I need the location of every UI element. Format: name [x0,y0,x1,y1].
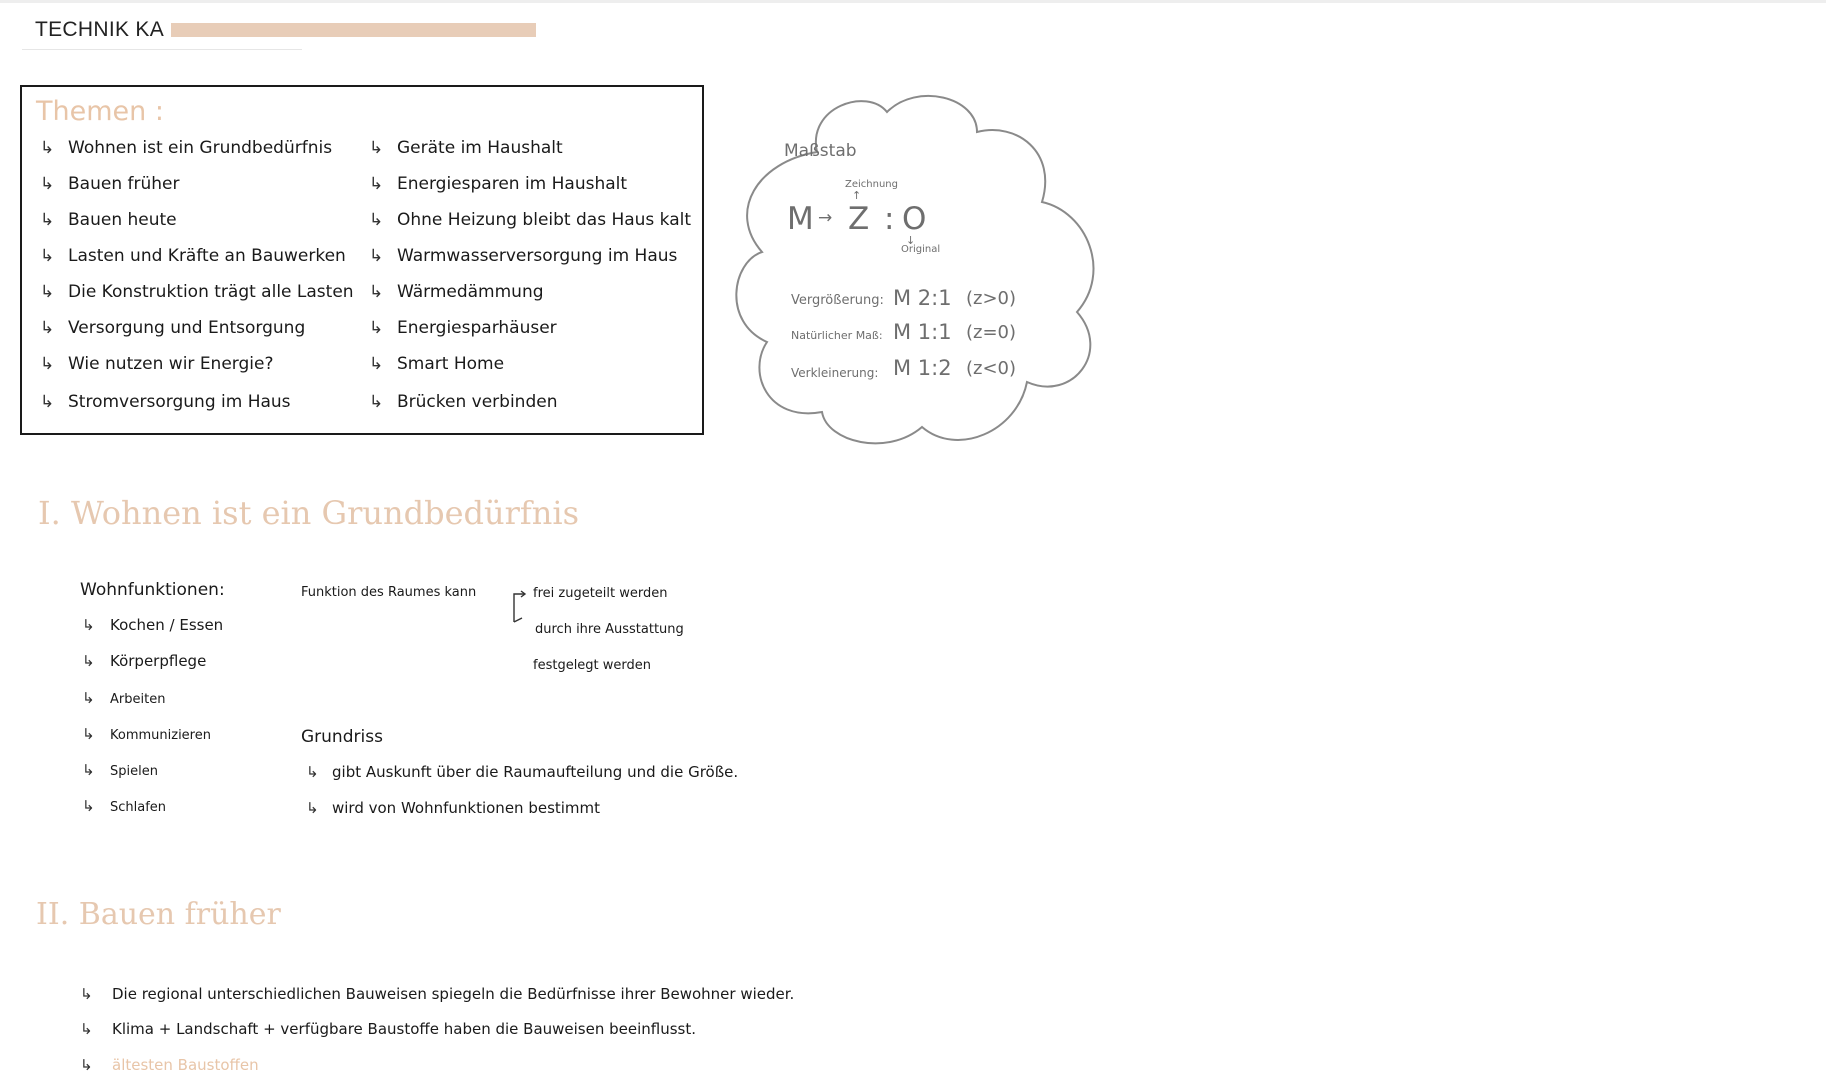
arrow-icon: ↳ [369,174,384,194]
function-item: ↳ Kochen / Essen [82,616,224,634]
themes-heading: Themen : [36,96,164,127]
section-1-title: I. Wohnen ist ein Grundbedürfnis [38,494,580,532]
scale-row-condition: (z<0) [966,358,1017,379]
topic-item: ↳ Bauen früher [40,174,180,194]
scale-title: Maßstab [784,141,857,161]
topic-item: ↳ Energiesparen im Haushalt [369,174,628,194]
topic-item: ↳ Stromversorgung im Haus [40,392,291,412]
scale-row-condition: (z=0) [966,322,1017,343]
arrow-icon: ↳ [369,246,384,266]
formula-z: Z [848,201,870,237]
topic-item: ↳ Wohnen ist ein Grundbedürfnis [40,138,333,158]
scale-row-condition: (z>0) [966,288,1017,309]
section-2-point: ↳ Klima + Landschaft + verfügbare Baustoffe haben die Bauweisen beeinflusst. [80,1020,697,1038]
room-function-text: Funktion des Raumes kann [301,585,477,600]
arrow-icon: ↳ [40,138,55,158]
formula-colon: : [884,201,895,237]
arrow-icon: ↳ [82,761,95,779]
scale-row-ratio: M 1:1 [893,320,952,344]
function-item: ↳ Schlafen [82,797,167,815]
grundriss-point: ↳ wird von Wohnfunktionen bestimmt [306,799,601,817]
grundriss-point: ↳ gibt Auskunft über die Raumaufteilung und die Größe. [306,763,739,781]
arrow-icon: ↳ [369,138,384,158]
function-item: ↳ Kommunizieren [82,725,211,743]
arrow-icon: ↳ [80,1020,93,1038]
topic-item: ↳ Geräte im Haushalt [369,138,563,158]
arrow-right-icon: → [818,208,833,228]
label-zeichnung: Zeichnung [845,179,898,190]
section-2-title: II. Bauen früher [36,897,281,932]
room-option: frei zugeteilt werden [533,586,668,601]
arrow-icon: ↳ [40,246,55,266]
scale-row-ratio: M 2:1 [893,286,952,310]
arrow-icon: ↳ [82,725,95,743]
arrow-icon: ↳ [80,985,93,1003]
branch-arrow-icon [510,588,528,624]
topic-item: ↳ Ohne Heizung bleibt das Haus kalt [369,210,692,230]
arrow-icon: ↳ [40,210,55,230]
room-option: festgelegt werden [533,658,652,673]
topic-item: ↳ Energiesparhäuser [369,318,557,338]
title-highlight-bar [171,23,536,37]
arrow-icon: ↳ [369,354,384,374]
scale-row-ratio: M 1:2 [893,356,952,380]
topic-item: ↳ Die Konstruktion trägt alle Lasten [40,282,354,302]
arrow-icon: ↳ [306,763,319,781]
arrow-icon: ↳ [82,797,95,815]
formula-o: O [902,201,927,237]
title-underline [22,49,302,50]
page-title: TECHNIK KA [35,18,165,41]
arrow-icon: ↳ [82,689,95,707]
scale-row-label: Verkleinerung: [791,366,879,380]
arrow-icon: ↳ [82,652,95,670]
arrow-icon: ↳ [369,318,384,338]
arrow-up-icon: ↑ [852,189,862,202]
arrow-icon: ↳ [369,392,384,412]
grundriss-heading: Grundriss [301,727,383,747]
topic-item: ↳ Warmwasserversorgung im Haus [369,246,678,266]
arrow-icon: ↳ [40,282,55,302]
formula-m: M [787,201,814,237]
topic-item: ↳ Wie nutzen wir Energie? [40,354,274,374]
topic-item: ↳ Bauen heute [40,210,177,230]
topic-item: ↳ Brücken verbinden [369,392,558,412]
arrow-icon: ↳ [369,210,384,230]
topic-item: ↳ Versorgung und Entsorgung [40,318,306,338]
top-border [0,0,1826,3]
arrow-icon: ↳ [369,282,384,302]
topic-item: ↳ Lasten und Kräfte an Bauwerken [40,246,346,266]
scale-row-label: Natürlicher Maß: [791,329,883,342]
arrow-icon: ↳ [80,1056,93,1074]
arrow-down-icon: ↓ [906,234,916,247]
topic-item: ↳ Wärmedämmung [369,282,544,302]
scale-row-label: Vergrößerung: [791,293,884,308]
room-option: durch ihre Ausstattung [535,622,684,637]
function-item: ↳ Arbeiten [82,689,166,707]
label-original: Original [901,244,941,255]
arrow-icon: ↳ [40,354,55,374]
arrow-icon: ↳ [82,616,95,634]
functions-heading: Wohnfunktionen: [80,580,225,600]
arrow-icon: ↳ [40,174,55,194]
topic-item: ↳ Smart Home [369,354,505,374]
arrow-icon: ↳ [40,318,55,338]
function-item: ↳ Körperpflege [82,652,207,670]
section-2-point: ↳ Die regional unterschiedlichen Bauweisen spiegeln die Bedürfnisse ihrer Bewohner wieder. [80,985,795,1003]
arrow-icon: ↳ [306,799,319,817]
arrow-icon: ↳ [40,392,55,412]
function-item: ↳ Spielen [82,761,158,779]
section-2-point: ↳ ältesten Baustoffen [80,1056,259,1074]
